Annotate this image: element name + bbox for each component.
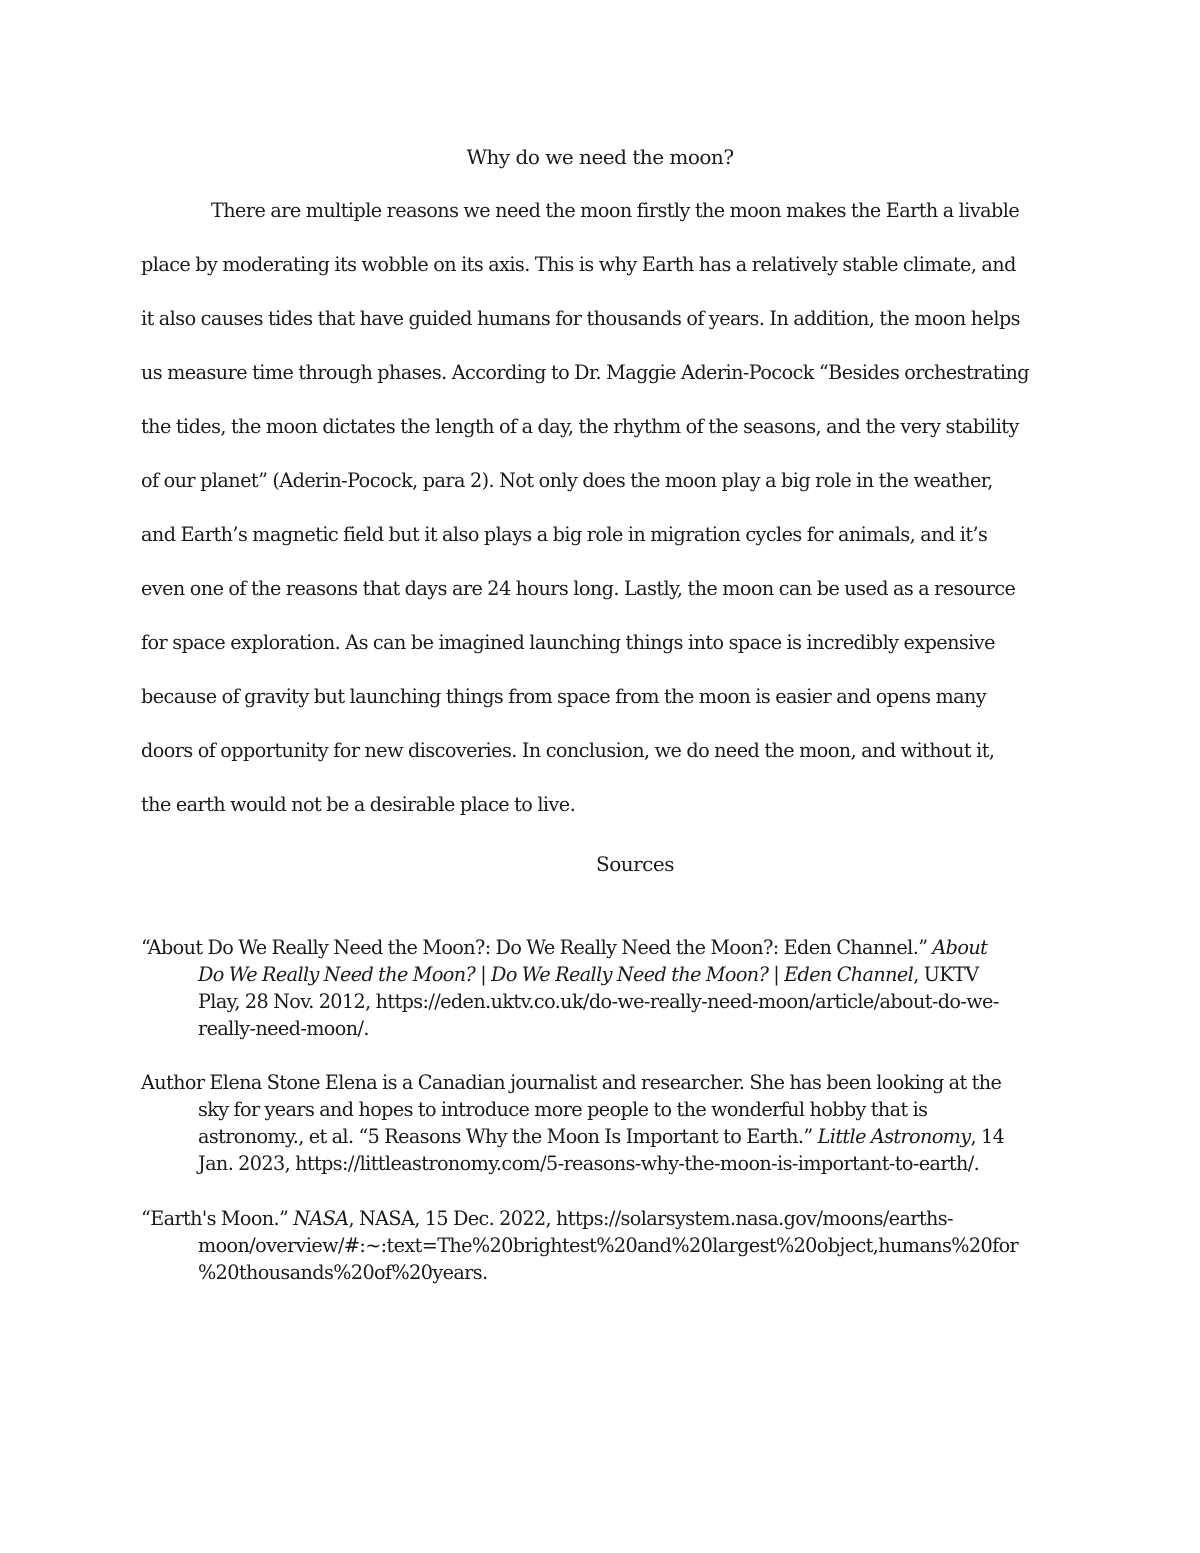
paragraph-line: the earth would not be a desirable place to live. [141, 793, 576, 816]
paragraph-line: for space exploration. As can be imagined launching things into space is incredibly expensive [141, 631, 995, 654]
citation-text: astronomy., et al. “5 Reasons Why the Moon Is Important to Earth.” [198, 1125, 818, 1148]
paragraph-line: because of gravity but launching things from space from the moon is easier and opens many [141, 685, 987, 708]
citation-line [141, 961, 1061, 988]
citation-line: %20thousands%20of%20years. [198, 1261, 488, 1284]
citation-line: really-need-moon/. [198, 1017, 369, 1040]
citation-title: Do We Really Need the Moon? | Do We Really Need the Moon? | Eden Channel [198, 963, 914, 986]
paragraph-line: There are multiple reasons we need the moon firstly the moon makes the Earth a livable [211, 199, 1020, 222]
citation-line: sky for years and hopes to introduce more people to the wonderful hobby that is [198, 1098, 928, 1121]
essay-paragraph [141, 184, 1061, 832]
citation-title: About [932, 936, 988, 959]
paragraph-line: even one of the reasons that days are 24 hours long. Lastly, the moon can be used as a resource [141, 577, 1016, 600]
paragraph-line: it also causes tides that have guided humans for thousands of years. In addition, the moon helps [141, 307, 1020, 330]
citation-line [141, 1123, 1061, 1150]
citation-line [141, 1205, 1061, 1232]
paragraph-line: us measure time through phases. According to Dr. Maggie Aderin-Pocock “Besides orchestrating [141, 361, 1029, 384]
citation-nasa [141, 1205, 1061, 1286]
citation-eden-channel [141, 934, 1061, 1042]
citation-text: , UKTV [913, 963, 979, 986]
document-title: Why do we need the moon? [466, 145, 734, 169]
citation-title: NASA [293, 1207, 349, 1230]
paragraph-line: place by moderating its wobble on its axis. This is why Earth has a relatively stable climate, and [141, 253, 1016, 276]
citation-line: Play, 28 Nov. 2012, https://eden.uktv.co.uk/do-we-really-need-moon/article/about-do-we- [198, 990, 999, 1013]
citation-text: “Earth's Moon.” [141, 1207, 294, 1230]
citation-text: , NASA, 15 Dec. 2022, https://solarsystem.nasa.gov/moons/earths- [348, 1207, 953, 1230]
citation-text: “About Do We Really Need the Moon?: Do We Really Need the Moon?: Eden Channel.” [141, 936, 933, 959]
paragraph-line: of our planet” (Aderin-Pocock, para 2). Not only does the moon play a big role in the weather, [141, 469, 993, 492]
citation-line: Jan. 2023, https://littleastronomy.com/5-reasons-why-the-moon-is-important-to-earth/. [198, 1152, 980, 1175]
paragraph-line: the tides, the moon dictates the length of a day, the rhythm of the seasons, and the very stability [141, 415, 1019, 438]
citation-line: Author Elena Stone Elena is a Canadian journalist and researcher. She has been looking at the [141, 1071, 1002, 1094]
citation-line: moon/overview/#:~:text=The%20brightest%20and%20largest%20object,humans%20for [198, 1234, 1019, 1257]
sources-heading: Sources [596, 852, 674, 876]
paragraph-line: doors of opportunity for new discoveries. In conclusion, we do need the moon, and without it, [141, 739, 995, 762]
citation-line [141, 934, 1061, 961]
citation-text: , 14 [970, 1125, 1005, 1148]
citation-title: Little Astronomy [817, 1125, 971, 1148]
paragraph-line: and Earth’s magnetic field but it also plays a big role in migration cycles for animals, and it’s [141, 523, 988, 546]
citation-little-astronomy [141, 1069, 1061, 1177]
